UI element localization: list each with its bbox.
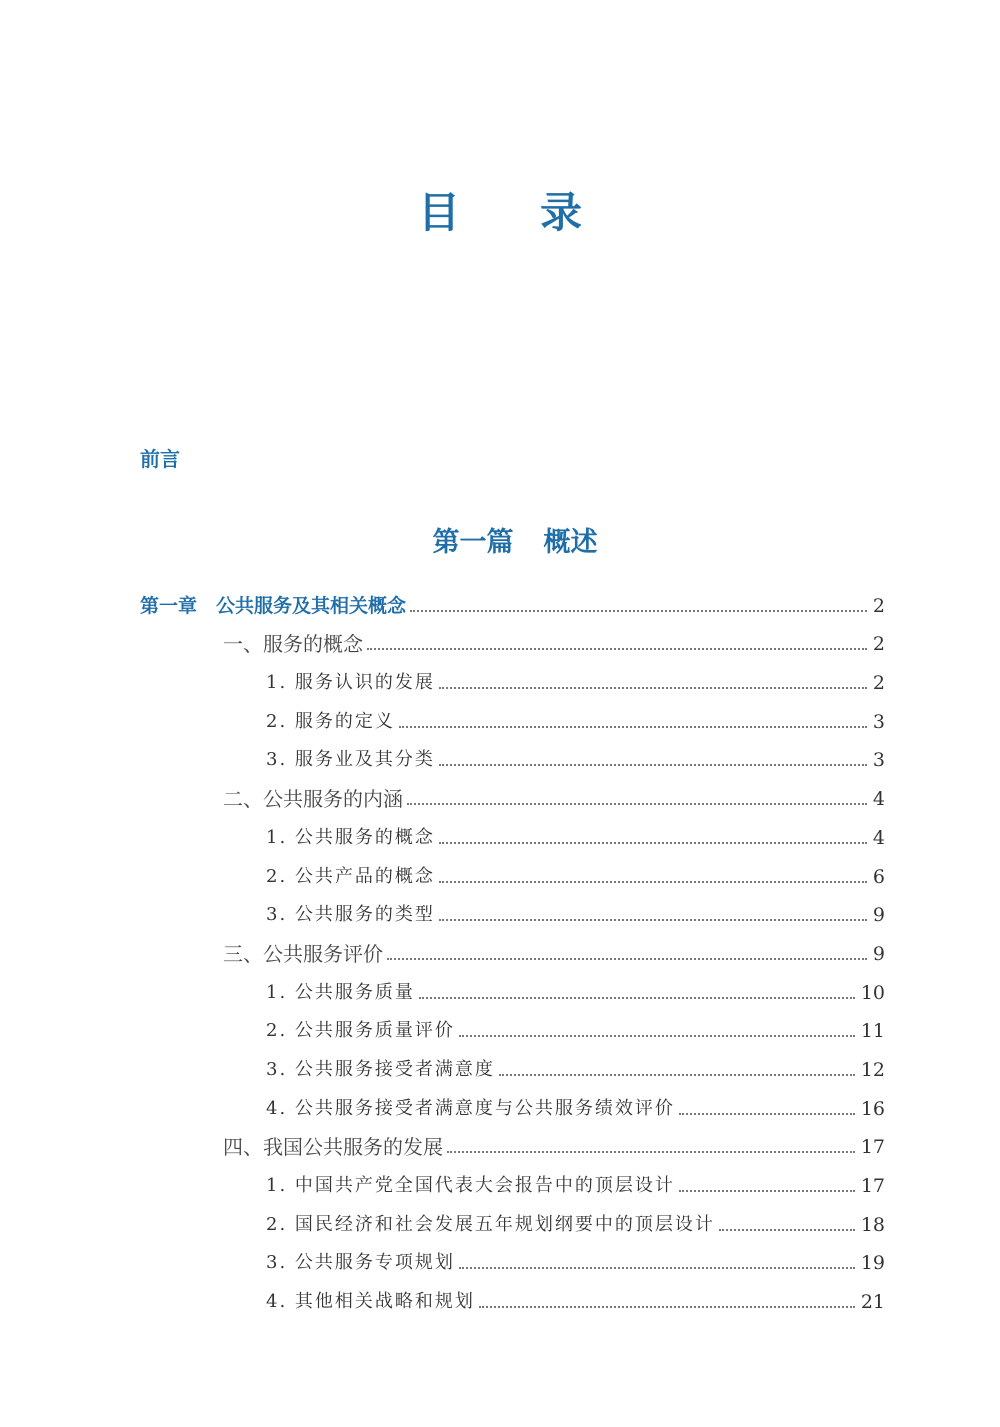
toc-entry-label: 2. 服务的定义 xyxy=(266,710,395,732)
toc-entry-label: 四、我国公共服务的发展 xyxy=(223,1135,443,1160)
toc-entry-label: 2. 国民经济和社会发展五年规划纲要中的顶层设计 xyxy=(266,1213,715,1235)
toc-entry-label: 1. 中国共产党全国代表大会报告中的顶层设计 xyxy=(266,1175,675,1196)
toc-page-number: 19 xyxy=(860,1252,885,1275)
toc-entry-label: 一、服务的概念 xyxy=(223,632,363,657)
dot-leader xyxy=(439,687,867,689)
dot-leader xyxy=(459,1035,855,1037)
toc-entry-label: 4. 公共服务接受者满意度与公共服务绩效评价 xyxy=(266,1097,675,1119)
toc-item-row[interactable] xyxy=(140,1275,885,1314)
toc-page-number: 3 xyxy=(872,749,885,772)
dot-leader xyxy=(439,881,867,883)
toc-item-row[interactable] xyxy=(140,966,885,1005)
toc-page-number: 17 xyxy=(860,1136,885,1159)
toc-page-number: 2 xyxy=(872,633,885,656)
toc-item-row[interactable] xyxy=(140,1237,885,1276)
toc-page-number: 17 xyxy=(860,1175,885,1197)
toc-page-number: 21 xyxy=(860,1291,885,1314)
toc-entry-label: 1. 公共服务质量 xyxy=(266,981,415,1003)
toc-page-number: 4 xyxy=(872,826,885,849)
toc-preface-link[interactable]: 前言 xyxy=(140,447,180,471)
table-of-contents xyxy=(140,579,885,1314)
dot-leader xyxy=(439,842,867,844)
dot-leader xyxy=(459,1267,855,1269)
toc-page-number: 6 xyxy=(872,865,885,888)
toc-entry-label: 2. 公共服务质量评价 xyxy=(266,1020,455,1042)
dot-leader xyxy=(399,726,867,728)
toc-page-number: 4 xyxy=(872,788,885,811)
toc-entry-label: 第一章 公共服务及其相关概念 xyxy=(140,594,407,617)
toc-item-row[interactable] xyxy=(140,1005,885,1044)
dot-leader xyxy=(410,610,867,612)
toc-item-row[interactable] xyxy=(140,1159,885,1198)
toc-item-row[interactable] xyxy=(140,850,885,889)
dot-leader xyxy=(367,648,867,650)
toc-item-row[interactable] xyxy=(140,1043,885,1082)
toc-item-row[interactable] xyxy=(140,811,885,850)
part-title xyxy=(0,520,1000,559)
toc-item-row[interactable] xyxy=(140,656,885,695)
toc-item-row[interactable] xyxy=(140,1082,885,1121)
dot-leader xyxy=(407,803,867,805)
toc-entry-label: 3. 服务业及其分类 xyxy=(266,749,435,771)
dot-leader xyxy=(499,1074,855,1076)
toc-page-number: 18 xyxy=(860,1213,885,1236)
toc-item-row[interactable] xyxy=(140,889,885,928)
toc-section-row[interactable] xyxy=(140,772,885,811)
toc-page-number: 9 xyxy=(872,904,885,927)
dot-leader xyxy=(419,997,855,999)
toc-entry-label: 3. 公共服务的类型 xyxy=(266,904,435,926)
toc-page-number: 11 xyxy=(860,1020,885,1043)
toc-page-number: 2 xyxy=(872,594,885,617)
toc-page-number: 16 xyxy=(860,1097,885,1120)
toc-page-number: 12 xyxy=(860,1058,885,1081)
toc-entry-label: 三、公共服务评价 xyxy=(223,941,383,966)
toc-page-number: 9 xyxy=(872,942,885,965)
toc-page-number: 2 xyxy=(872,672,885,695)
toc-entry-label: 2. 公共产品的概念 xyxy=(266,865,435,887)
toc-entry-label: 1. 服务认识的发展 xyxy=(266,672,435,694)
part-number: 第一篇 xyxy=(432,527,514,558)
toc-entry-label: 3. 公共服务接受者满意度 xyxy=(266,1058,495,1080)
toc-page-number: 10 xyxy=(860,981,885,1004)
toc-item-row[interactable] xyxy=(140,1198,885,1237)
dot-leader xyxy=(447,1151,855,1153)
toc-entry-label: 二、公共服务的内涵 xyxy=(223,787,403,812)
toc-section-row[interactable] xyxy=(140,618,885,657)
dot-leader xyxy=(439,764,867,766)
toc-entry-label: 1. 公共服务的概念 xyxy=(266,826,435,848)
toc-section-row[interactable] xyxy=(140,1121,885,1160)
dot-leader xyxy=(679,1113,855,1115)
dot-leader xyxy=(387,958,867,960)
toc-entry-label: 4. 其他相关战略和规划 xyxy=(266,1291,475,1313)
dot-leader xyxy=(439,919,867,921)
part-name: 概述 xyxy=(543,527,598,558)
toc-item-row[interactable] xyxy=(140,734,885,773)
dot-leader xyxy=(719,1229,855,1231)
toc-entry-label: 3. 公共服务专项规划 xyxy=(266,1252,455,1274)
dot-leader xyxy=(479,1306,855,1308)
page-title: 目录 xyxy=(417,188,662,237)
toc-item-row[interactable] xyxy=(140,695,885,734)
toc-page-number: 3 xyxy=(872,710,885,733)
dot-leader xyxy=(679,1190,855,1192)
toc-chapter-row[interactable] xyxy=(140,579,885,618)
toc-section-row[interactable] xyxy=(140,927,885,966)
